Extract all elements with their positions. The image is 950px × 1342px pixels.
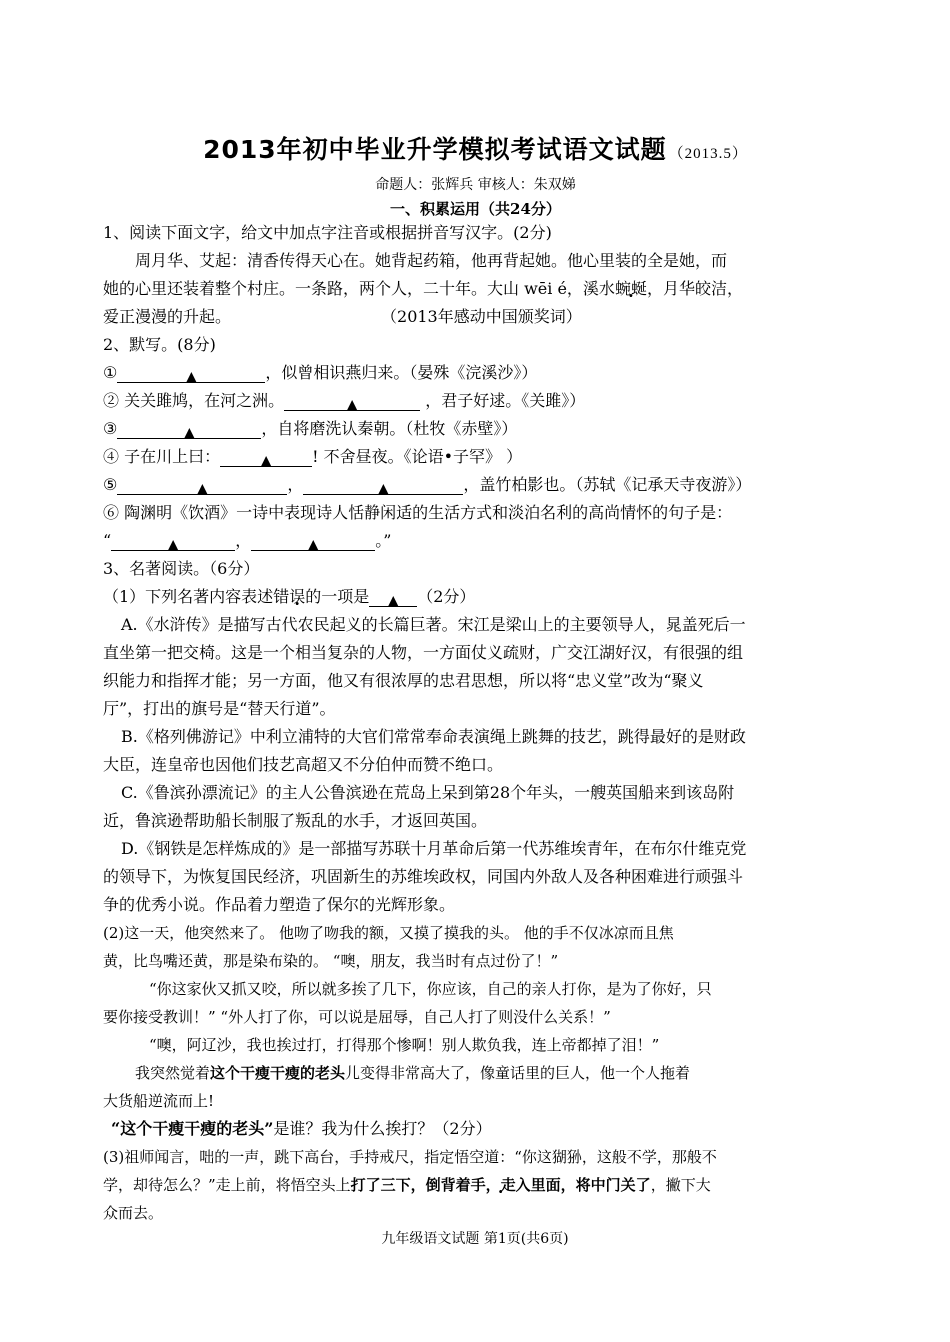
q2-line-5: ⑤ ▲ ， ▲ ，盖竹柏影也。（苏轼《记承天寺夜游》） (103, 475, 752, 497)
q3-sub2-line: “你这家伙又抓又咬，所以就多挨了几下，你应该，自己的亲人打你，是为了你好，只 (149, 980, 712, 998)
q2-stem: 2、默写。(8分) (103, 335, 216, 354)
q3-sub1: （1）下列名著内容表述错误的一项是 ▲ （2分） (103, 587, 476, 609)
answer-blank[interactable]: ▲ (111, 530, 235, 551)
q3-sub3-line: 学，却待怎么？”走上前，将悟空头上打了三下，倒背着手，走入里面，将中门关了 ·，撇下大 (103, 1171, 848, 1199)
answer-blank[interactable]: ▲ (117, 418, 261, 439)
q2-line-3: ③ ▲ ，自将磨洗认秦朝。（杜牧《赤壁》） (103, 419, 518, 441)
answer-blank[interactable]: ▲ (117, 474, 287, 495)
q1-passage-line (103, 303, 848, 331)
bold-phrase: 这个干瘦干瘦的老头 (210, 1064, 346, 1082)
q3-sub2-line: (2)这一天，他突然来了。 他吻了吻我的额，又摸了摸我的头。 他的手不仅冰凉而且焦 (103, 924, 674, 942)
option-d: 争的优秀小说。作品着力塑造了保尔的光辉形象。 (103, 895, 456, 914)
q3-sub2-line: 我突然觉着这个干瘦干瘦的老头儿变得非常高大了，像童话里的巨人，他一个人拖着 (135, 1064, 691, 1082)
option-a: 织能力和指挥才能；另一方面，他又有很浓厚的忠君思想，所以将“忠义堂”改为“聚义 (103, 671, 704, 690)
option-c: 近，鲁滨逊帮助船长制服了叛乱的水手，才返回英国。 (103, 811, 488, 830)
q1-stem: 1、阅读下面文字，给文中加点字注音或根据拼音写汉字。(2分) (103, 223, 552, 242)
section-heading: 一、积累运用（共24分） (390, 200, 561, 218)
q3-sub3-line: 众而去。 (103, 1204, 164, 1222)
dotted-bold-phrase: 打了三下，倒背着手，走入里面，将中门关了 · (351, 1176, 651, 1194)
answer-blank[interactable]: ▲ (251, 530, 375, 551)
answer-blank[interactable]: ▲ (117, 362, 265, 383)
page-footer: 九年级语文试题 第1页(共6页) (381, 1231, 569, 1247)
q3-sub3-line: (3)祖师闻言，咄的一声，跳下高台，手持戒尺，指定悟空道：“你这猢狲，这般不学，那般不 (103, 1148, 717, 1166)
q3-sub2-line: 黄，比鸟嘴还黄，那是染布染的。 “噢，朋友，我当时有点过份了！” (103, 952, 559, 970)
q1-text: ，月华皎洁， (646, 279, 743, 298)
q1-passage-line (103, 275, 848, 303)
q2-line-2: ② 关关雎鸠，在河之洲。 ▲ ，君子好逑。《关雎》） (103, 391, 586, 413)
title-main: 2013年初中毕业升学模拟考试语文试题 (203, 135, 667, 164)
q3-sub2-line: 要你接受教训！” “外人打了你，可以说是屈辱，自己人打了则没什么关系！” (103, 1008, 611, 1026)
q3-sub2-question: “这个干瘦干瘦的老头”是谁？我为什么挨打？（2分） (111, 1119, 492, 1138)
option-a: 厅”，打出的旗号是“替天行道”。 (103, 699, 336, 718)
answer-blank[interactable]: ▲ (303, 474, 463, 495)
answer-blank[interactable]: ▲ (284, 390, 420, 411)
q2-line-7: “ ▲ ， ▲ 。” (103, 531, 392, 553)
option-d: 的领导下，为恢复国民经济，巩固新生的苏维埃政权，同国内外敌人及各种困难进行顽强斗 (103, 867, 744, 886)
dotted-word-2: 错误的 (273, 587, 322, 606)
q2-line-1: ① ▲ ，似曾相识燕归来。（晏殊《浣溪沙》） (103, 363, 538, 385)
q1-passage-line: 周月华、艾起：清香传得天心在。她背起药箱，他再背起她。他心里装的全是她，而 (135, 251, 728, 270)
page-title (103, 130, 848, 166)
option-c: C.《鲁滨孙漂流记》的主人公鲁滨逊在荒岛上呆到第28个年头，一艘英国船来到该岛附 (121, 783, 735, 802)
answer-blank[interactable]: ▲ (369, 586, 417, 607)
option-d: D.《钢铁是怎样炼成的》是一部描写苏联十月革命后第一代苏维埃青年，在布尔什维克党 (121, 839, 747, 858)
exam-page (103, 118, 848, 1227)
q3-sub2-line: “噢，阿辽沙，我也挨过打，打得那个惨啊！别人欺负我，连上帝都掉了泪！” (149, 1036, 660, 1054)
authors-line: 命题人：张辉兵 审核人：朱双娣 (375, 177, 576, 193)
dotted-word-1: 蜿蜒 (614, 279, 647, 298)
q1-text: 爱正漫漫的升起。 (103, 307, 232, 326)
q2-line-4: ④ 子在川上曰： ▲ ! 不舍昼夜。《论语•子罕》 ） (103, 447, 523, 469)
answer-blank[interactable]: ▲ (220, 446, 312, 467)
option-a: 直坐第一把交椅。这是一个相当复杂的人物，一方面仗义疏财，广交江湖好汉，有很强的组 (103, 643, 744, 662)
q3-sub2-line: 大货船逆流而上! (103, 1092, 215, 1110)
option-b: 大臣，连皇帝也因他们技艺高超又不分伯仲而赞不绝口。 (103, 755, 504, 774)
q3-stem: 3、名著阅读。（6分） (103, 559, 260, 578)
option-a: A.《水浒传》是描写古代农民起义的长篇巨著。宋江是梁山上的主要领导人，晁盖死后一 (121, 615, 746, 634)
option-b: B.《格列佛游记》中利立浦特的大官们常常奉命表演绳上跳舞的技艺，跳得最好的是财政 (121, 727, 746, 746)
q1-source: （2013年感动中国颁奖词） (381, 307, 582, 326)
q1-text: 她的心里还装着整个村庄。一条路，两个人，二十年。大山 wēi é，溪水 (103, 279, 615, 298)
q2-line-6: ⑥ 陶渊明《饮酒》一诗中表现诗人恬静闲适的生活方式和淡泊名利的高尚情怀的句子是： (103, 503, 733, 522)
title-date: （2013.5） (668, 146, 748, 162)
